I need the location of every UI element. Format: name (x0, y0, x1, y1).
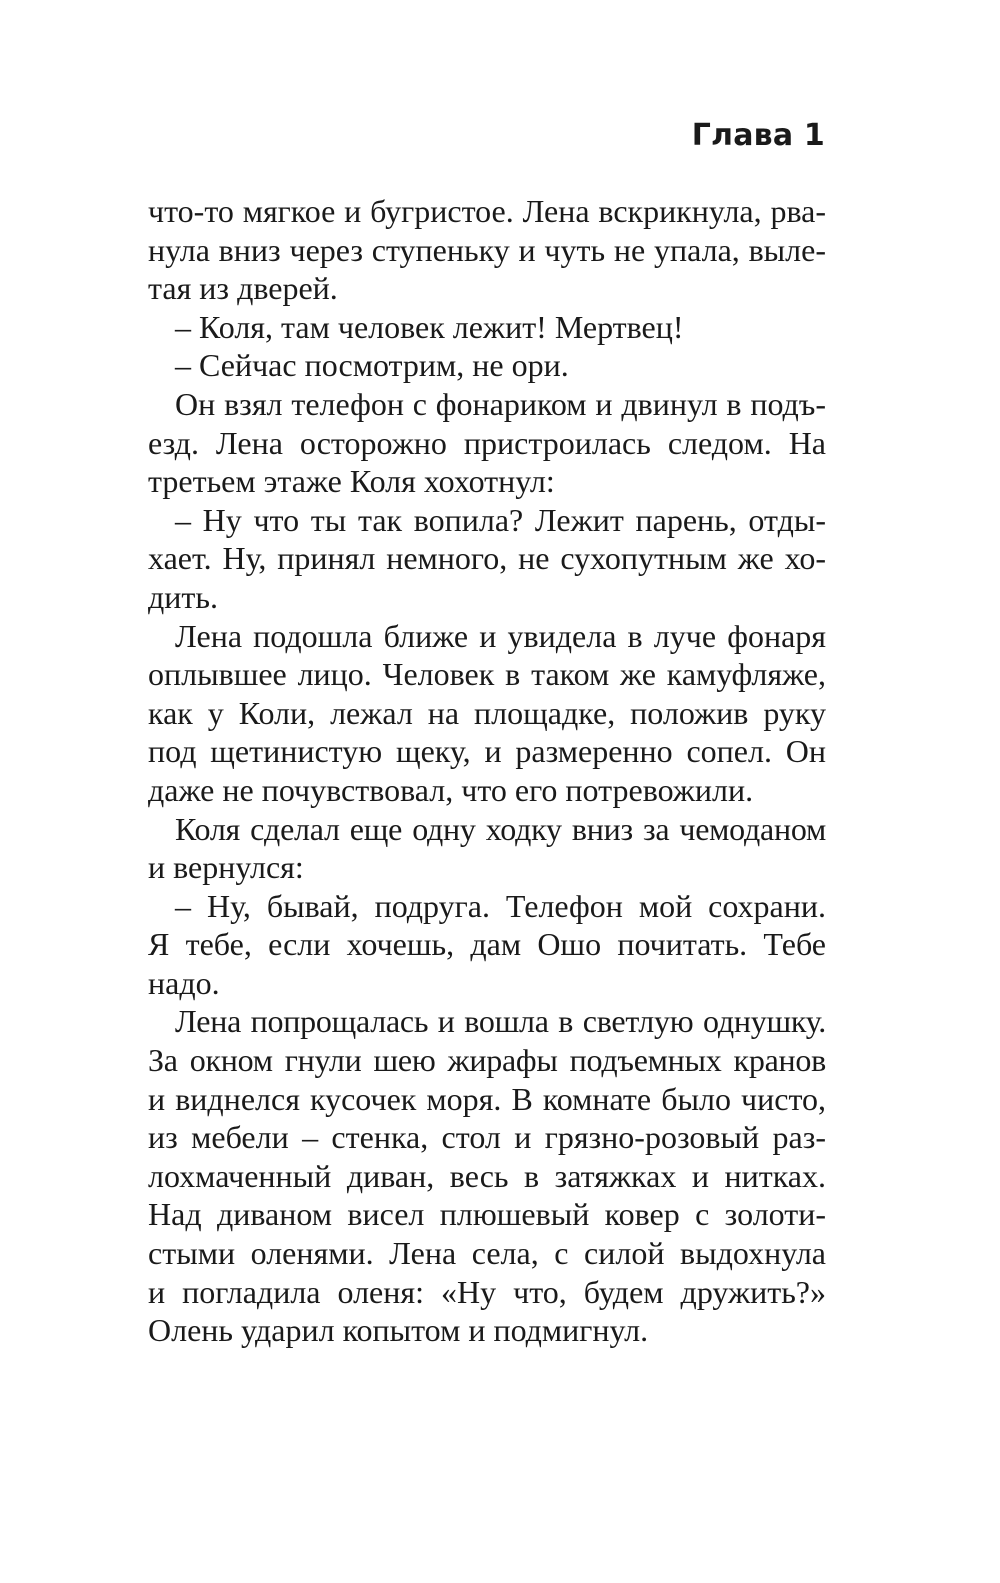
running-head: Глава 1 (691, 118, 825, 153)
dialogue-line: – Ну что ты так вопила? Лежит парень, отды- (175, 501, 826, 538)
dialogue-line: – Коля, там человек лежит! Мертвец! (175, 308, 684, 345)
dialogue-line: – Ну, бывай, подруга. Телефон мой сохрани. (175, 887, 826, 924)
text-line: езд. Лена осторожно пристроилась следом. На (148, 424, 826, 461)
text-line: Олень ударил копытом и подмигнул. (148, 1312, 649, 1349)
text-line: и виднелся кусочек моря. В комнате было чисто, (148, 1080, 826, 1117)
text-line: лохмаченный диван, весь в затяжках и нитках. (148, 1157, 826, 1194)
text-line: оплывшее лицо. Человек в таком же камуфляже, (148, 656, 826, 693)
paragraph-first-line: Он взял телефон с фонариком и двинул в подъ- (175, 385, 826, 422)
text-line: стыми оленями. Лена села, с силой выдохнула (148, 1235, 826, 1272)
text-line: третьем этаже Коля хохотнул: (148, 463, 555, 500)
text-line: и погладила оленя: «Ну что, будем дружить?» (148, 1273, 826, 1310)
text-line: Над диваном висел плюшевый ковер с золоти- (148, 1196, 826, 1233)
text-line: надо. (148, 964, 220, 1001)
text-line: под щетинистую щеку, и размеренно сопел. Он (148, 733, 826, 770)
text-line: что-то мягкое и бугристое. Лена вскрикнула, рва- (148, 193, 826, 229)
dialogue-line: – Сейчас посмотрим, не ори. (175, 347, 569, 384)
text-line: За окном гнули шею жирафы подъемных кранов (148, 1042, 826, 1079)
paragraph-first-line: Лена подошла ближе и увидела в луче фонаря (175, 617, 826, 654)
text-line: хает. Ну, принял немного, не сухопутным же хо- (148, 540, 826, 577)
text-line: как у Коли, лежал на площадке, положив руку (148, 694, 826, 731)
text-line: из мебели – стенка, стол и грязно-розовый раз- (148, 1119, 826, 1156)
paragraph-first-line: Коля сделал еще одну ходку вниз за чемоданом (175, 810, 826, 847)
text-line: и вернулся: (148, 849, 304, 886)
text-line: нула вниз через ступеньку и чуть не упала, выле- (148, 231, 826, 268)
paragraph-first-line: Лена попрощалась и вошла в светлую однушку. (175, 1003, 826, 1040)
text-line: Я тебе, если хочешь, дам Ошо почитать. Тебе (148, 926, 826, 963)
text-line: дить. (148, 578, 218, 615)
text-line: даже не почувствовал, что его потревожили. (148, 771, 754, 808)
text-line: тая из дверей. (148, 270, 338, 307)
body-text (148, 192, 826, 1350)
